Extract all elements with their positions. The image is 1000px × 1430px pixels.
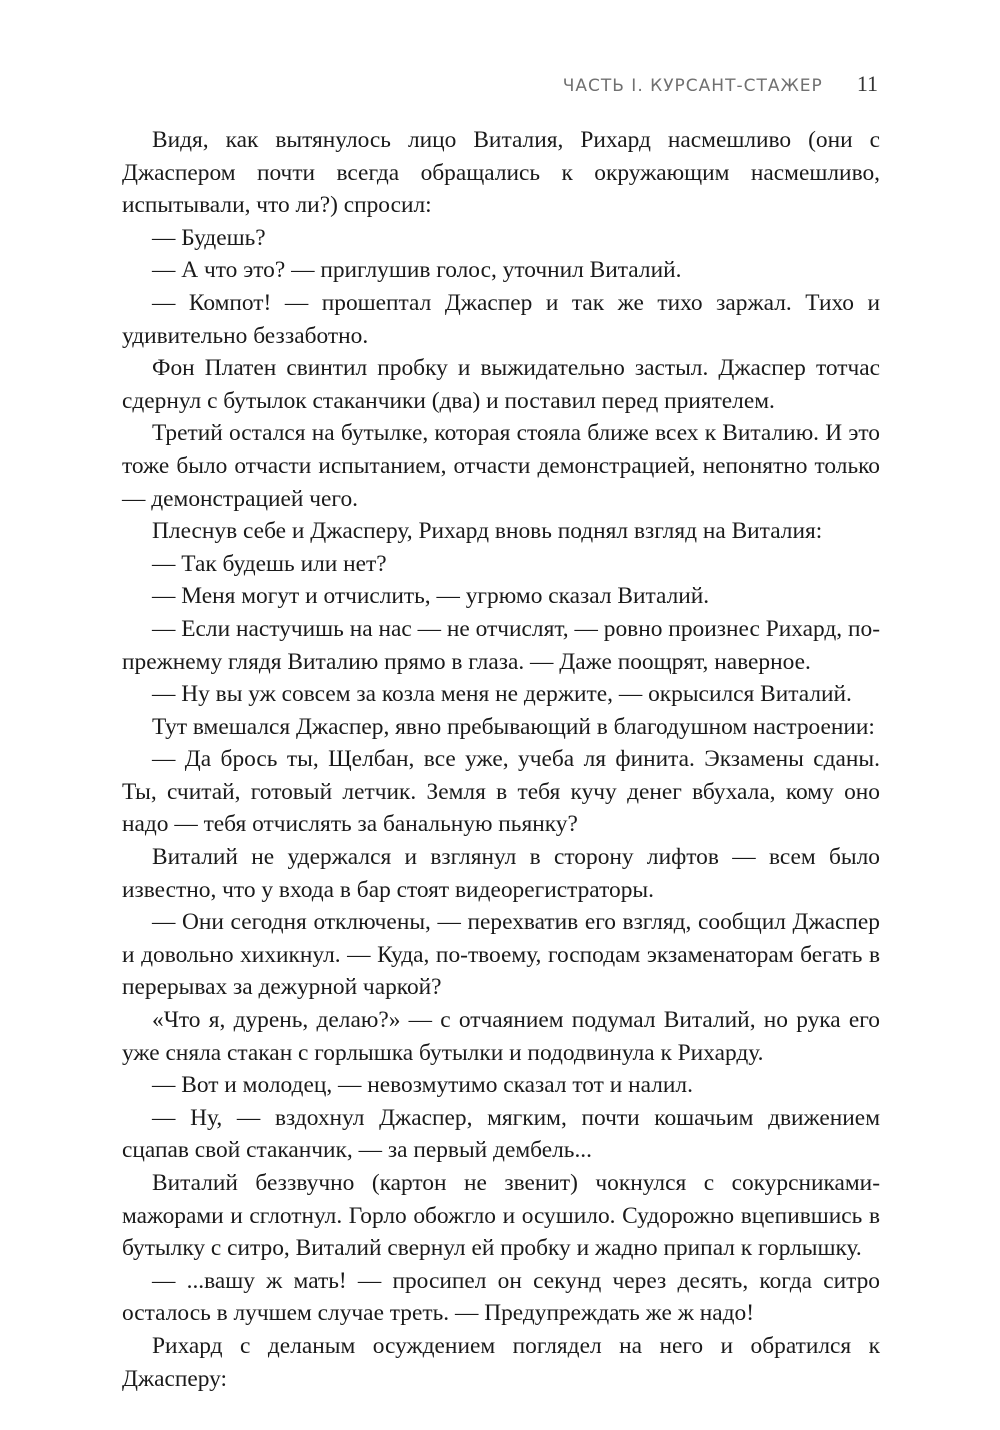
paragraph: Тут вмешался Джаспер, явно пребывающий в благодушном настроении: [152,713,875,740]
paragraph: — Они сегодня отключены, — перехватив его взгляд, сообщил Джаспер и довольно хихикнул. — Куда, по-твоему, господам экзаменаторам бегать в перерывах за дежурной чаркой? [122,909,880,1001]
paragraph: — Ну, — вздохнул Джаспер, мягким, почти кошачьим движением сцапав свой стаканчик, — за первый дембель... [122,1104,880,1164]
paragraph: — Будешь? [152,224,266,251]
paragraph: — Да брось ты, Щелбан, все уже, учеба ля финита. Экзамены сданы. Ты, считай, готовый летчик. Земля в тебя кучу денег вбухала, кому оно надо — тебя отчислять за банальную пьянку? [122,746,880,838]
paragraph: — Если настучишь на нас — не отчислят, — ровно произнес Рихард, по-прежнему глядя Виталию прямо в глаза. — Даже поощрят, наверное. [122,615,880,675]
paragraph: «Что я, дурень, делаю?» — с отчаянием подумал Виталий, но рука его уже сняла стакан с горлышка бутылки и пододвинула к Рихарду. [122,1007,880,1066]
paragraph: — ...вашу ж мать! — просипел он секунд через десять, когда ситро осталось в лучшем случае треть. — Предупреждать же ж надо! [122,1267,880,1327]
paragraph: Плеснув себе и Джасперу, Рихард вновь поднял взгляд на Виталия: [152,518,823,545]
paragraph: — Так будешь или нет? [152,550,387,577]
paragraph: — А что это? — приглушив голос, уточнил Виталий. [152,257,682,284]
paragraph: Виталий не удержался и взглянул в сторону лифтов — всем было известно, что у входа в бар стоят видеорегистраторы. [122,844,880,903]
paragraph: Виталий беззвучно (картон не звенит) чокнулся с сокурсниками-мажорами и сглотнул. Горло обожгло и осушило. Судорожно вцепившись в бутылку с ситро, Виталий свернул ей пробку и жадно припал к горлышку. [122,1170,880,1262]
paragraph: — Вот и молодец, — невозмутимо сказал тот и налил. [152,1072,693,1099]
paragraph: Фон Платен свинтил пробку и выжидательно застыл. Джаспер тотчас сдернул с бутылок стаканчики (два) и поставил перед приятелем. [122,355,880,414]
paragraph: — Ну вы уж совсем за козла меня не держите, — окрысился Виталий. [152,681,852,708]
body-text [122,124,880,1395]
paragraph: Третий остался на бутылке, которая стояла ближе всех к Виталию. И это тоже было отчасти испытанием, отчасти демонстрацией, непонятно только — демонстрацией чего. [122,420,880,512]
paragraph: Видя, как вытянулось лицо Виталия, Рихард насмешливо (они с Джаспером почти всегда обращались к окружающим насмешливо, испытывали, что ли?) спросил: [122,127,880,219]
running-header [563,71,878,97]
paragraph: Рихард с деланым осуждением поглядел на него и обратился к Джасперу: [122,1332,880,1392]
paragraph: — Меня могут и отчислить, — угрюмо сказал Виталий. [152,583,710,610]
page-number: 11 [856,71,878,96]
paragraph: — Компот! — прошептал Джаспер и так же тихо заржал. Тихо и удивительно беззаботно. [122,289,880,349]
running-title: ЧАСТЬ I. КУРСАНТ-СТАЖЕР [562,76,823,96]
